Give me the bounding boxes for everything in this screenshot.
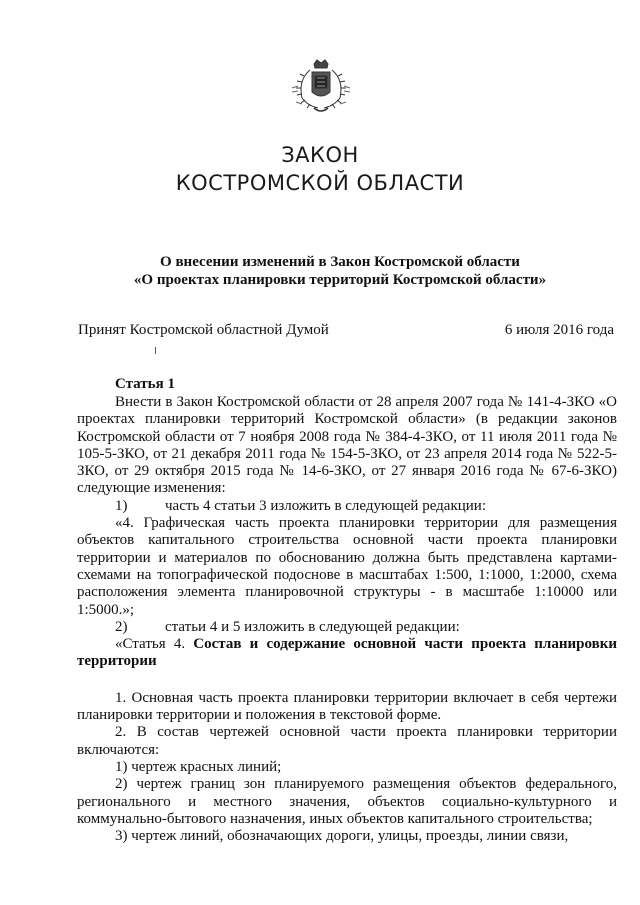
paragraph: 1. Основная часть проекта планировки территории включает в себя чертежи планировки территории и положения в текстовой форме. (77, 689, 617, 724)
law-title: ЗАКОН (281, 143, 359, 167)
article4-heading (77, 636, 617, 671)
article-body (77, 394, 617, 845)
document-subtitle (0, 253, 640, 289)
scan-speck (155, 347, 156, 354)
list-item-text: часть 4 статьи 3 изложить в следующей редакции: (165, 497, 486, 514)
list-item (77, 498, 617, 515)
article-heading: Статья 1 (115, 376, 175, 392)
article4-prefix: «Статья 4. (115, 636, 186, 653)
article4-title: Состав и содержание основной части проекта планировки территории (77, 636, 617, 670)
adopted-by: Принят Костромской областной Думой (78, 322, 329, 338)
coat-of-arms-emblem (288, 58, 354, 116)
list-item-text: статьи 4 и 5 изложить в следующей редакции: (165, 618, 460, 635)
list-item-number: 2) (115, 618, 128, 635)
sub-item: 2) чертеж границ зон планируемого размещения объектов федерального, регионального и местного значения, объектов социально-культурного и коммунально-бытового назначения, иных объектов капитального строительства; (77, 776, 617, 827)
quoted-text: «4. Графическая часть проекта планировки территории для размещения объектов капитального строительства основной части проекта планировки территории и материалов по обоснованию должна быть представлена картами-схемами на топографической подосновe в масштабах 1:500, 1:1000, 1:2000, схема расположения элемента планировочной структуры - в масштабе 1:10000 или 1:5000.»; (77, 515, 617, 618)
article-intro: Внести в Закон Костромской области от 28 апреля 2007 года № 141-4-ЗКО «О проектах планировки территорий Костромской области» (в редакции законов Костромской области от 7 ноября 2008 года № 384-4-ЗКО, от 11 июля 2011 года № 105-5-ЗКО, от 21 декабря 2011 года № 154-5-ЗКО, от 23 апреля 2014 года № 522-5-ЗКО, от 29 октября 2015 года № 14-6-ЗКО, от 27 января 2016 года № 67-6-ЗКО) следующие изменения: (77, 394, 617, 497)
list-item-number: 1) (115, 497, 128, 514)
subtitle-line: О внесении изменений в Закон Костромской области (160, 254, 520, 270)
subtitle-line: «О проектах планировки территорий Костромской области» (133, 272, 547, 288)
sub-item: 3) чертеж линий, обозначающих дороги, улицы, проезды, линии связи, (115, 828, 569, 845)
sub-item: 1) чертеж красных линий; (115, 758, 282, 775)
adoption-date: 6 июля 2016 года (504, 322, 614, 338)
paragraph: 2. В состав чертежей основной части проекта планировки территории включаются: (77, 724, 617, 758)
spacer (77, 671, 617, 690)
law-region-title: КОСТРОМСКОЙ ОБЛАСТИ (175, 171, 465, 195)
list-item (77, 619, 617, 636)
